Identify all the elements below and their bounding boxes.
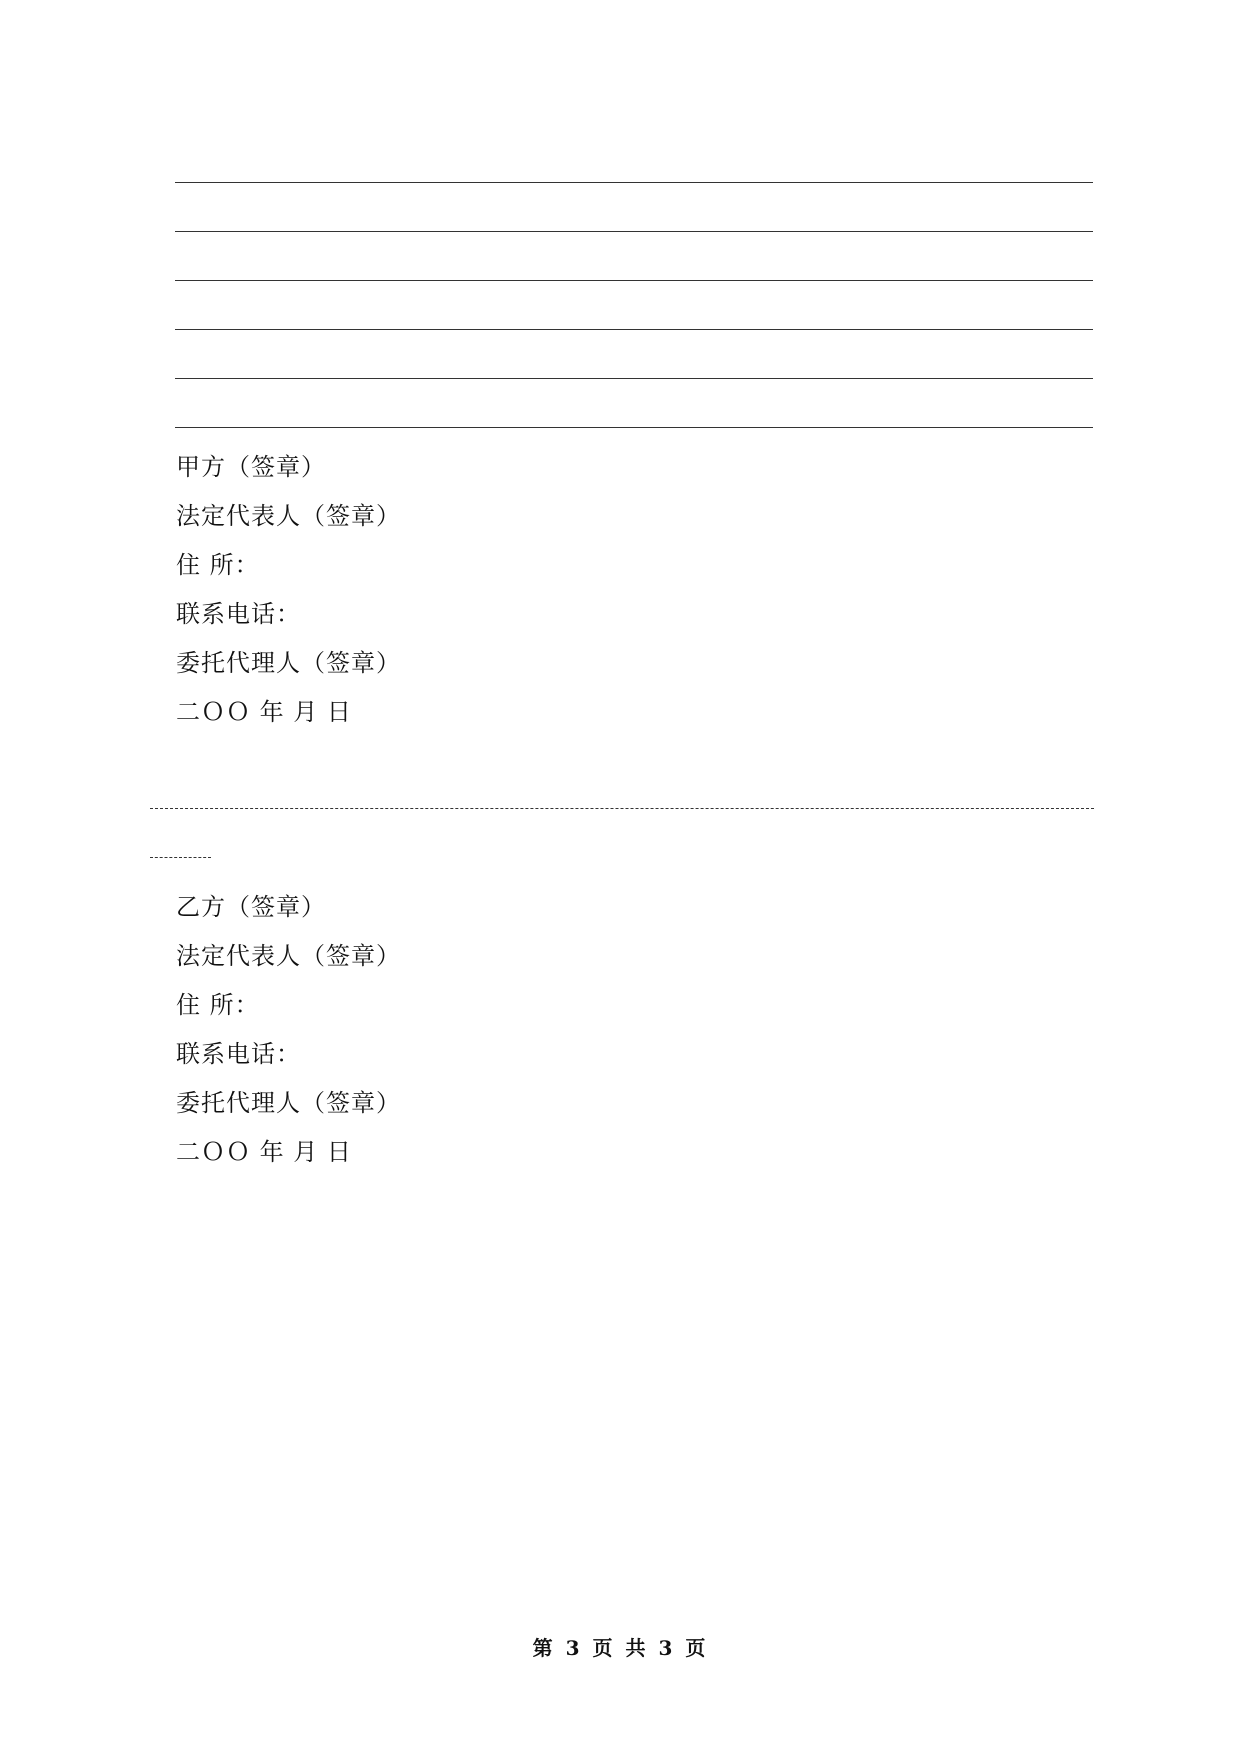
party-b-title: 乙方（签章） bbox=[176, 893, 326, 921]
party-b-signature-block bbox=[176, 883, 976, 1177]
party-a-authorized-agent: 委托代理人（签章） bbox=[176, 649, 401, 677]
party-b-phone: 联系电话： bbox=[176, 1040, 301, 1068]
dashed-separator bbox=[150, 808, 1094, 809]
party-b-legal-representative: 法定代表人（签章） bbox=[176, 942, 401, 970]
blank-fill-line bbox=[175, 231, 1093, 232]
blank-fill-line bbox=[175, 280, 1093, 281]
blank-fill-line bbox=[175, 427, 1093, 428]
party-b-date: 二ＯＯ 年 月 日 bbox=[176, 1138, 352, 1166]
party-a-signature-block bbox=[176, 443, 976, 737]
party-a-legal-representative: 法定代表人（签章） bbox=[176, 502, 401, 530]
party-a-phone: 联系电话： bbox=[176, 600, 301, 628]
party-a-address: 住 所： bbox=[176, 551, 260, 579]
blank-fill-line bbox=[175, 182, 1093, 183]
dashed-separator-tail bbox=[150, 857, 211, 858]
party-b-authorized-agent: 委托代理人（签章） bbox=[176, 1089, 401, 1117]
party-a-date: 二ＯＯ 年 月 日 bbox=[176, 698, 352, 726]
party-a-title: 甲方（签章） bbox=[176, 453, 326, 481]
party-b-address: 住 所： bbox=[176, 991, 260, 1019]
page-number-footer: 第 3 页 共 3 页 bbox=[532, 1636, 709, 1660]
blank-fill-line bbox=[175, 329, 1093, 330]
blank-fill-line bbox=[175, 378, 1093, 379]
